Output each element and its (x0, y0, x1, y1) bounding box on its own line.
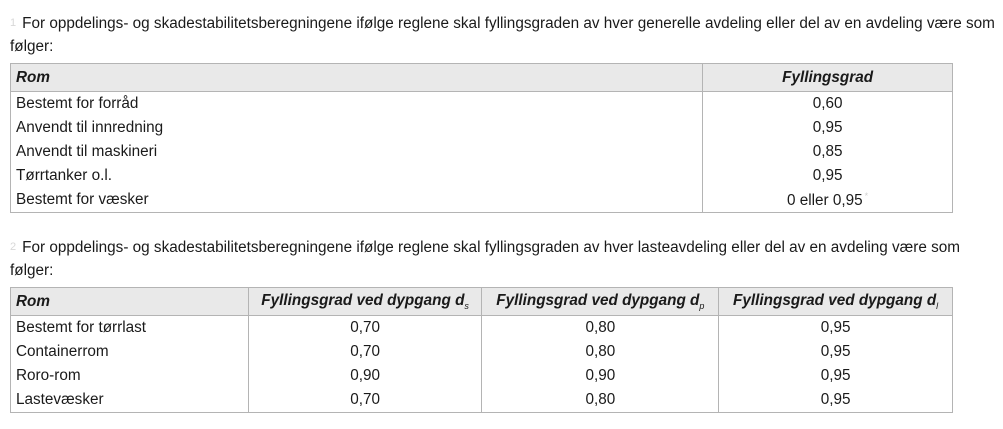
cell-fyllingsgrad: 0,85 (703, 140, 953, 164)
cell-fyllingsgrad: 0,95 (703, 116, 953, 140)
table-row (11, 92, 953, 117)
cell-dl: 0,95 (719, 340, 953, 364)
cell-rom: Anvendt til maskineri (11, 140, 703, 164)
permeability-table-general (10, 63, 953, 213)
cell-rom: Bestemt for forråd (11, 92, 703, 117)
paragraph-text: For oppdelings- og skadestabilitetsberegningene ifølge reglene skal fyllingsgraden av hver lasteavdeling eller del av en avdeling være som følger: (10, 239, 961, 279)
table-row (11, 140, 953, 164)
header-draught-dp (482, 288, 719, 316)
cell-value: 0 eller 0,95 (786, 191, 863, 209)
cell-fyllingsgrad: 0,95 (703, 164, 953, 188)
header-fyllingsgrad: Fyllingsgrad (703, 64, 953, 92)
header-draught-ds (248, 288, 482, 316)
header-label: Fyllingsgrad ved dypgang d (733, 291, 937, 309)
cell-rom: Tørrtanker o.l. (11, 164, 703, 188)
table-row (11, 364, 953, 388)
cell-ds: 0,70 (248, 340, 482, 364)
table-header-row (11, 288, 953, 316)
cell-ds: 0,70 (248, 316, 482, 341)
header-draught-dl (719, 288, 953, 316)
cell-rom: Bestemt for væsker (11, 188, 703, 213)
header-label: Fyllingsgrad ved dypgang d (261, 291, 465, 309)
paragraph-general-compartments (10, 12, 999, 58)
footnote-mark: * (864, 190, 869, 201)
paragraph-text: For oppdelings- og skadestabilitetsberegningene ifølge reglene skal fyllingsgraden av hver generelle avdeling eller del av en avdeling være som følger: (10, 15, 995, 55)
header-subscript: s (464, 301, 469, 312)
cell-rom: Bestemt for tørrlast (11, 316, 249, 341)
paragraph-cargo-compartments (10, 236, 999, 282)
cell-dp: 0,80 (482, 388, 719, 413)
table-row (11, 188, 953, 213)
cell-rom: Roro-rom (11, 364, 249, 388)
cell-rom: Containerrom (11, 340, 249, 364)
cell-ds: 0,70 (248, 388, 482, 413)
cell-fyllingsgrad: 0,60 (703, 92, 953, 117)
paragraph-marker: 1 (10, 17, 17, 29)
cell-dl: 0,95 (719, 364, 953, 388)
table-row (11, 164, 953, 188)
table-row (11, 316, 953, 341)
header-subscript: l (936, 301, 939, 312)
cell-dp: 0,90 (482, 364, 719, 388)
table-row (11, 340, 953, 364)
cell-rom: Anvendt til innredning (11, 116, 703, 140)
cell-dp: 0,80 (482, 340, 719, 364)
paragraph-marker: 2 (10, 241, 17, 253)
table-row (11, 388, 953, 413)
cell-dl: 0,95 (719, 316, 953, 341)
permeability-table-cargo (10, 287, 953, 413)
cell-dl: 0,95 (719, 388, 953, 413)
cell-rom: Lastevæsker (11, 388, 249, 413)
header-subscript: p (699, 301, 705, 312)
table-header-row (11, 64, 953, 92)
table-row (11, 116, 953, 140)
header-rom: Rom (11, 288, 249, 316)
header-label: Fyllingsgrad ved dypgang d (496, 291, 700, 309)
header-rom: Rom (11, 64, 703, 92)
cell-dp: 0,80 (482, 316, 719, 341)
cell-fyllingsgrad (703, 188, 953, 213)
cell-ds: 0,90 (248, 364, 482, 388)
